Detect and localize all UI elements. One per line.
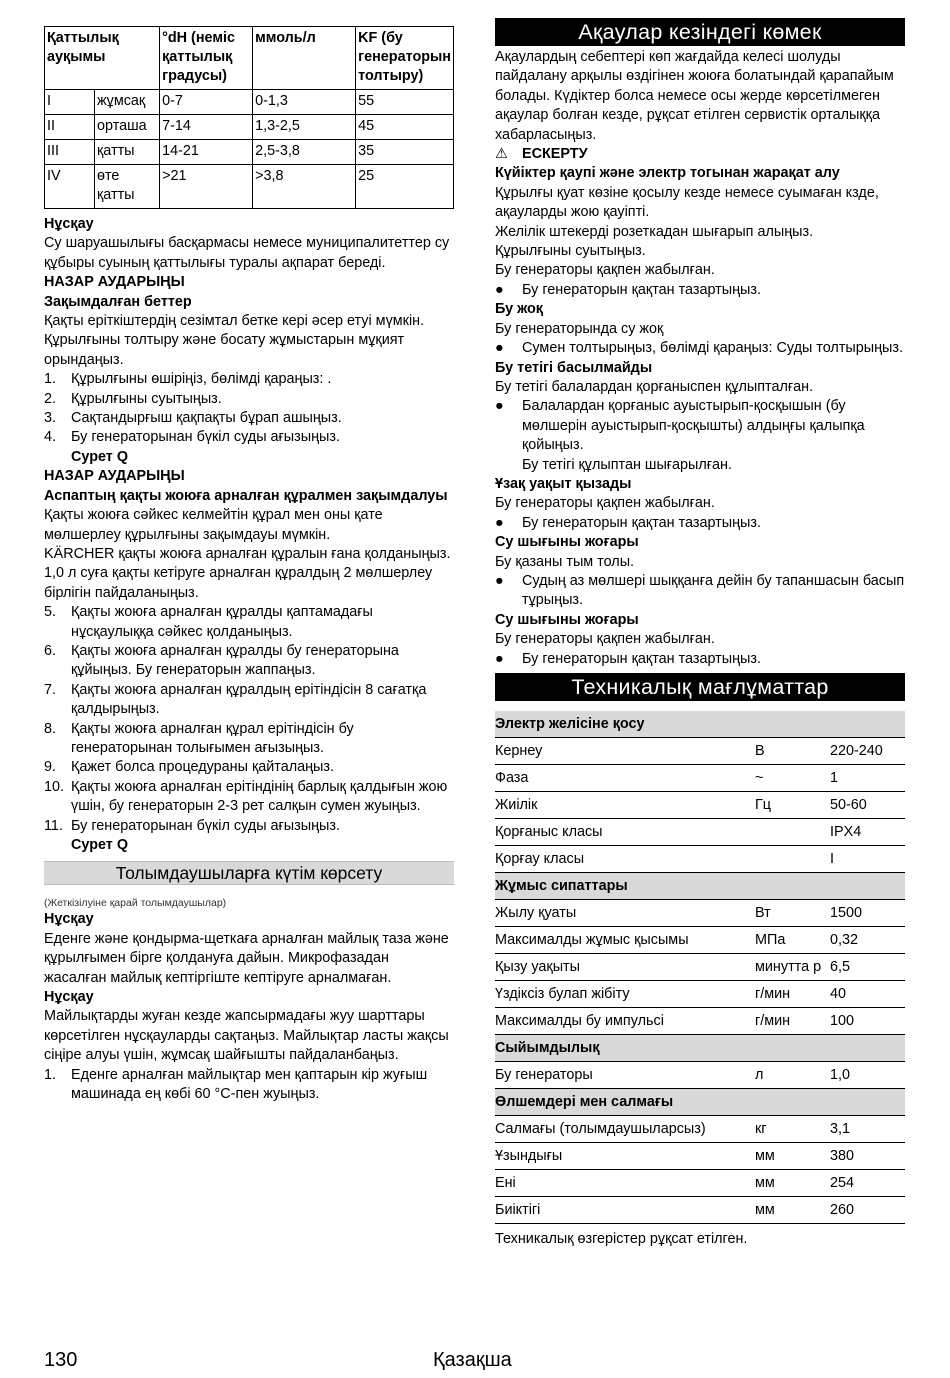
tech-row [495, 765, 905, 792]
tech-data-heading: Техникалық мағлұматтар [495, 673, 905, 701]
tech-param: Қорғаныс класы [495, 819, 755, 846]
warning-subtitle: Күйіктер қаупі және электр тогынан жарақат алу [495, 165, 840, 182]
hardness-cell: 1,3-2,5 [253, 115, 356, 140]
note-title: Нұсқау [44, 989, 94, 1006]
step-number: 3. [44, 410, 57, 427]
attention-text: Қақты жоюға сәйкес келмейтін құрал мен оны қате мөлшерлеу құрылғыны зақымдауы мүмкін. [44, 507, 383, 543]
hardness-cell: жұмсақ [95, 90, 160, 115]
tech-value: 6,5 [830, 954, 905, 981]
tech-value: 260 [830, 1197, 905, 1224]
left-column [44, 26, 454, 1104]
tech-group-label: Жұмыс сипаттары [495, 873, 905, 900]
fault-remedy-text: Балалардан қорғаныс ауыстырып-қосқышын (бу мөлшерін ауыстырып-қосқышты) алдыңғы қалыпқа қойыңыз. [522, 398, 865, 454]
step-text: Еденге арналған майлықтар мен қаптарын кір жуғыш машинада ең көбі 60 °C-пен жуыңыз. [71, 1066, 428, 1103]
troubleshooting-intro: Ақаулардың себептері көп жағдайда келесі шолуды пайдалану арқылы өздігінен жоюға болатындай қарапайым болады. Күдіктер болса немесе осы жерде көрсетілмеген ақаулар болған кезде, рұқсат етілген сервистік орталыққа хабарласыңыз. [495, 49, 894, 143]
tech-row [495, 792, 905, 819]
tech-row [495, 1062, 905, 1089]
fault-remedy-item [495, 650, 905, 669]
hardness-cell: орташа [95, 115, 160, 140]
tech-data-table [495, 711, 905, 1224]
fault-cause: Бу генераторында су жоқ [495, 320, 664, 337]
step-item [44, 390, 454, 409]
step-text: Қақты жоюға арналған ерітіндінің барлық қалдығын жою үшін, бу генераторын 2-3 рет салқын сумен жуыңыз. [71, 778, 448, 815]
warning-text: Желілік штекерді розеткадан шығарып алыңыз. [495, 223, 814, 240]
fault-title: Ұзақ уақыт қызады [495, 475, 632, 492]
bullet-icon: ● [495, 572, 504, 589]
tech-value: 1,0 [830, 1062, 905, 1089]
step-number: 9. [44, 759, 57, 776]
step-text: Құрылғыны өшіріңіз, бөлімді қараңыз: . [71, 371, 332, 388]
tech-value: 40 [830, 981, 905, 1008]
tech-group-label: Өлшемдері мен салмағы [495, 1089, 905, 1116]
tech-param: Ені [495, 1170, 755, 1197]
tech-group-label: Сыйымдылық [495, 1035, 905, 1062]
tech-row [495, 846, 905, 873]
step-item [44, 817, 454, 836]
tech-note: Техникалық өзгерістер рұқсат етілген. [495, 1231, 748, 1247]
tech-row [495, 1143, 905, 1170]
note-title: Нұсқау [44, 911, 94, 928]
tech-param: Жылу қуаты [495, 900, 755, 927]
bullet-icon: ● [495, 514, 504, 531]
step-number: 2. [44, 390, 57, 407]
fault-title: Су шығыны жоғары [495, 611, 639, 628]
bullet-icon: ● [495, 340, 504, 357]
fault-remedy-item [495, 514, 905, 533]
warning-title-line [495, 145, 905, 164]
fault-remedy-text: Судың аз мөлшері шыққанға дейін бу тапаншасын басып тұрыңыз. [522, 572, 905, 609]
step-text: Қақты жоюға арналған құралды бу генераторына құйыңыз. Бу генераторын жаппаңыз. [71, 642, 399, 679]
step-number: 8. [44, 720, 57, 737]
step-item [44, 758, 454, 777]
bullet-icon: ● [495, 398, 504, 415]
tech-value: 50-60 [830, 792, 905, 819]
hardness-row [45, 140, 454, 165]
hardness-header-row [45, 27, 454, 90]
step-text: Қақты жоюға арналған құралды қаптамадағы нұсқаулыққа сәйкес қолданыңыз. [71, 604, 373, 640]
tech-value: 254 [830, 1170, 905, 1197]
tech-group-row [495, 1089, 905, 1116]
tech-unit: г/мин [755, 1008, 830, 1035]
tech-row [495, 954, 905, 981]
tech-param: Қызу уақыты [495, 954, 755, 981]
tech-unit: минутта р [755, 954, 830, 981]
hardness-cell: >3,8 [253, 165, 356, 209]
hardness-cell: қатты [95, 140, 160, 165]
attention-subtitle: Аспаптың қақты жоюға арналған құралмен зақымдалуы [44, 487, 448, 504]
tech-row [495, 819, 905, 846]
tech-row [495, 1116, 905, 1143]
warning-triangle-icon: ⚠ [495, 146, 508, 163]
step-item [44, 409, 454, 428]
step-number: 4. [44, 429, 57, 446]
tech-param: Кернеу [495, 738, 755, 765]
tech-unit: мм [755, 1143, 830, 1170]
step-text: Қажет болса процедураны қайталаңыз. [71, 759, 335, 776]
tech-unit [755, 819, 830, 846]
fault-cause: Бу қазаны тым толы. [495, 553, 635, 570]
right-column [495, 18, 905, 1249]
step-item [44, 642, 454, 681]
step-text: Бу генераторынан бүкіл суды ағызыңыз. [71, 429, 340, 446]
step-text: Қақты жоюға арналған құрал ерітіндісін бу генераторынан толығымен ағызыңыз. [71, 720, 354, 756]
fault-remedy-text: Сумен толтырыңыз, бөлімді қараңыз: Суды толтырыңыз. [522, 340, 903, 357]
step-number: 11. [44, 817, 63, 834]
fault-title: Су шығыны жоғары [495, 534, 639, 551]
step-number: 6. [44, 642, 57, 659]
tech-unit: кг [755, 1116, 830, 1143]
tech-row [495, 1170, 905, 1197]
attention-text: Қақты еріткіштердің сезімтал бетке кері әсер етуі мүмкін. [44, 313, 425, 330]
tech-unit: г/мин [755, 981, 830, 1008]
tech-group-row [495, 873, 905, 900]
hardness-cell: 2,5-3,8 [253, 140, 356, 165]
tech-row [495, 900, 905, 927]
tech-row [495, 738, 905, 765]
attention-text: Құрылғыны толтыру және босату жұмыстарын мұқият орындаңыз. [44, 332, 405, 368]
tech-param: Бу генераторы [495, 1062, 755, 1089]
steps-list-a [44, 370, 454, 448]
note-text: Су шаруашылығы басқармасы немесе муниципалитеттер су құбыры суының қаттылығы туралы ақпарат береді. [44, 235, 450, 271]
step-number: 1. [44, 1066, 57, 1083]
tech-row [495, 1008, 905, 1035]
tech-param: Салмағы (толымдаушыларсыз) [495, 1116, 755, 1143]
hardness-cell: 55 [356, 90, 454, 115]
step-item [44, 778, 454, 817]
tech-param: Биіктігі [495, 1197, 755, 1224]
fault-cause: Бу тетігі балалардан қорғаныспен құлыпталған. [495, 378, 814, 395]
tech-param: Максималды бу импульсі [495, 1008, 755, 1035]
note-text: Еденге және қондырма-щеткаға арналған майлық таза және құрылғымен бірге қолдануға дайын. Микрофазадан жасалған майлық кептіргіште кептіруге арналмаған. [44, 930, 449, 986]
tech-param: Максималды жұмыс қысымы [495, 927, 755, 954]
hardness-row [45, 115, 454, 140]
fault-remedy-text: Бу генераторын қақтан тазартыңыз. [522, 650, 761, 667]
tech-value: 100 [830, 1008, 905, 1035]
tech-unit: МПа [755, 927, 830, 954]
fault-title: Бу тетігі басылмайды [495, 359, 653, 376]
tech-value: 3,1 [830, 1116, 905, 1143]
note-title: Нұсқау [44, 216, 94, 232]
tech-value: 0,32 [830, 927, 905, 954]
tech-group-row [495, 1035, 905, 1062]
tech-value: 1 [830, 765, 905, 792]
hardness-table [44, 26, 454, 209]
fault-cause: Бу генераторы қақпен жабылған. [495, 631, 715, 648]
hardness-cell: 25 [356, 165, 454, 209]
step-item [44, 428, 454, 447]
tech-unit [755, 846, 830, 873]
hardness-cell: II [45, 115, 95, 140]
step-text: Сақтандырғыш қақпақты бұрап ашыңыз. [71, 410, 342, 427]
hardness-header-cell: ммоль/л [253, 27, 356, 90]
tech-param: Жиілік [495, 792, 755, 819]
fault-remedy-text: Бу генераторын қақтан тазартыңыз. [522, 281, 761, 298]
steps-list-c [44, 1066, 454, 1105]
troubleshooting-heading: Ақаулар кезіндегі көмек [495, 18, 905, 46]
tech-unit: ~ [755, 765, 830, 792]
hardness-header-cell: Қаттылық ауқымы [45, 27, 160, 90]
hardness-cell: IV [45, 165, 95, 209]
tech-param: Үздіксіз булап жібіту [495, 981, 755, 1008]
hardness-cell: I [45, 90, 95, 115]
tech-param: Қорғау класы [495, 846, 755, 873]
care-heading: Толымдаушыларға күтім көрсету [44, 861, 454, 885]
care-small-note: (Жеткізілуіне қарай толымдаушылар) [44, 897, 227, 910]
figure-reference: Сурет Q [71, 448, 129, 465]
tech-row [495, 981, 905, 1008]
hardness-row [45, 165, 454, 209]
step-item [44, 681, 454, 720]
tech-value: 380 [830, 1143, 905, 1170]
fault-list [495, 261, 905, 669]
tech-group-label: Электр желісіне қосу [495, 711, 905, 738]
tech-value: IPX4 [830, 819, 905, 846]
tech-unit: мм [755, 1170, 830, 1197]
step-text: Қақты жоюға арналған құралдың ерітіндісін 8 сағатқа қалдырыңыз. [71, 681, 427, 718]
bullet-icon: ● [495, 281, 504, 298]
fault-remedy-item [495, 572, 905, 611]
tech-row [495, 927, 905, 954]
fault-remedy-item [495, 281, 905, 300]
page-number: 130 [44, 1349, 78, 1371]
hardness-cell: 14-21 [160, 140, 253, 165]
attention-text: 1,0 л суға қақты кетіруге арналған құралдың 2 мөлшерлеу бірлігін пайдаланыңыз. [44, 565, 433, 601]
fault-remedy-text: Бу генераторын қақтан тазартыңыз. [522, 514, 761, 531]
attention-text: KÄRCHER қақты жоюға арналған құралын ғана қолданыңыз. [44, 545, 451, 562]
hardness-cell: III [45, 140, 95, 165]
step-item [44, 370, 454, 389]
figure-reference: Сурет Q [71, 837, 129, 853]
tech-unit: мм [755, 1197, 830, 1224]
step-number: 10. [44, 778, 65, 795]
warning-title: ЕСКЕРТУ [522, 146, 588, 163]
fault-title: Бу жоқ [495, 301, 543, 318]
attention-title: НАЗАР АУДАРЫҢЫ [44, 274, 185, 291]
step-number: 7. [44, 681, 57, 698]
step-text: Бу генераторынан бүкіл суды ағызыңыз. [71, 817, 340, 834]
hardness-cell: 7-14 [160, 115, 253, 140]
attention-subtitle: Зақымдалған беттер [44, 293, 192, 310]
tech-row [495, 1197, 905, 1224]
tech-value: I [830, 846, 905, 873]
tech-value: 220-240 [830, 738, 905, 765]
step-item [44, 720, 454, 759]
tech-unit: Гц [755, 792, 830, 819]
steps-list-b [44, 603, 454, 836]
bullet-icon: ● [495, 650, 504, 667]
note-text: Майлықтарды жуған кезде жапсырмадағы жуу шарттары көрсетілген нұсқауларды сақтаңыз. Майлықтар ласты жақсы сіңіре алуы үшін, жұмсақ шайғышты пайдаланбаңыз. [44, 1008, 449, 1064]
hardness-cell: 0-1,3 [253, 90, 356, 115]
step-item [44, 603, 454, 642]
tech-unit: В [755, 738, 830, 765]
fault-cause: Бу генераторы қақпен жабылған. [495, 262, 715, 279]
hardness-cell: 35 [356, 140, 454, 165]
step-text: Құрылғыны суытыңыз. [71, 390, 222, 407]
hardness-header-cell: °dH (неміс қаттылық градусы) [160, 27, 253, 90]
attention-title: НАЗАР АУДАРЫҢЫ [44, 468, 185, 485]
tech-param: Ұзындығы [495, 1143, 755, 1170]
tech-unit: Вт [755, 900, 830, 927]
step-item [44, 1066, 454, 1105]
fault-cause: Бу генераторы қақпен жабылған. [495, 495, 715, 512]
tech-group-row [495, 711, 905, 738]
hardness-cell: 45 [356, 115, 454, 140]
hardness-cell: өте қатты [95, 165, 160, 209]
footer-language: Қазақша [433, 1349, 512, 1371]
step-number: 5. [44, 604, 57, 621]
warning-text: Құрылғы қуат көзіне қосылу кезде немесе суымаған кзде, ақауларды жою қауіпті. [495, 184, 879, 221]
fault-remedy-item [495, 397, 905, 455]
hardness-header-cell: KF (бу генераторын толтыру) [356, 27, 454, 90]
hardness-row [45, 90, 454, 115]
hardness-cell: >21 [160, 165, 253, 209]
hardness-cell: 0-7 [160, 90, 253, 115]
fault-result: Бу тетігі құлыптан шығарылған. [522, 456, 732, 473]
tech-value: 1500 [830, 900, 905, 927]
step-number: 1. [44, 371, 57, 388]
fault-remedy-item [495, 339, 905, 358]
warning-text: Құрылғыны суытыңыз. [495, 243, 646, 260]
tech-unit: л [755, 1062, 830, 1089]
tech-param: Фаза [495, 765, 755, 792]
